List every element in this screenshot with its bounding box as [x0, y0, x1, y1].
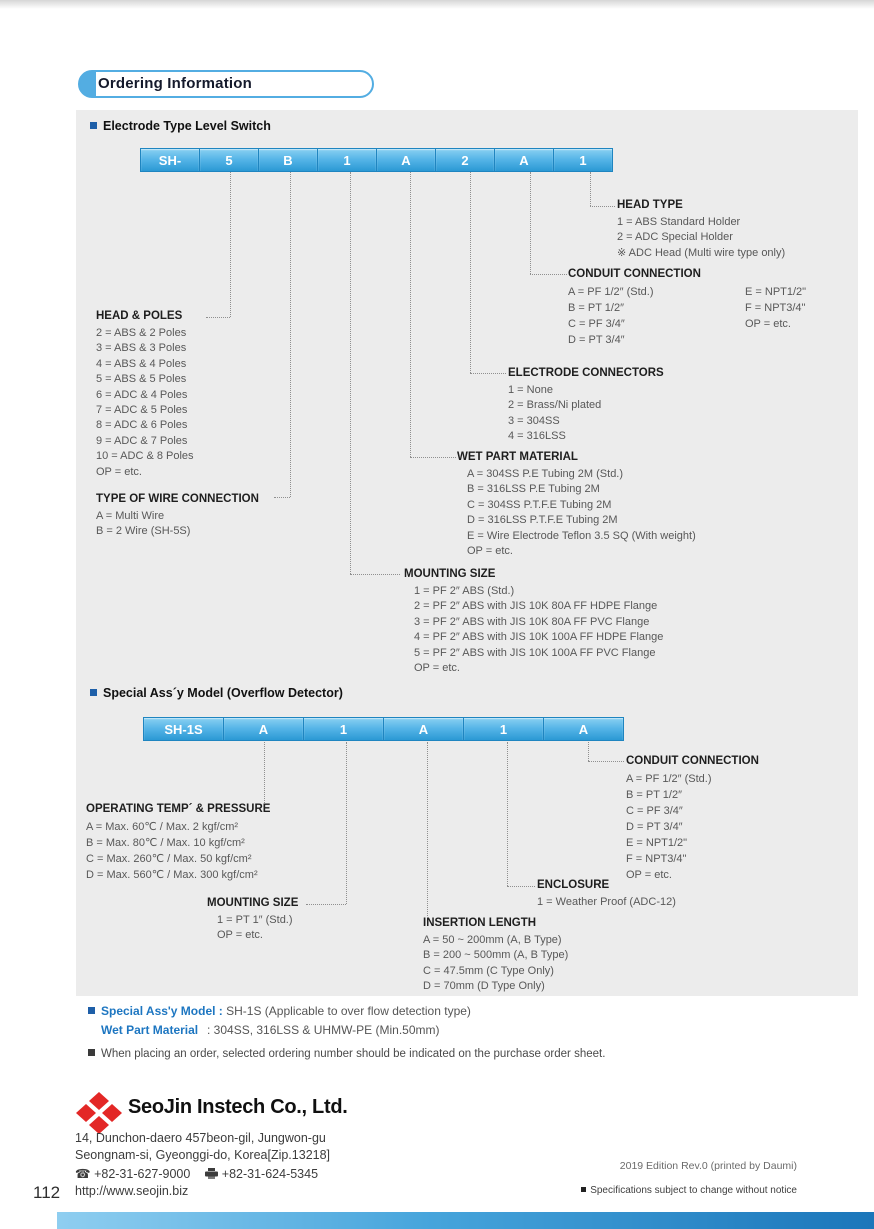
- list-item: B = PT 1/2″: [626, 789, 682, 801]
- list-item: D = 316LSS P.T.F.E Tubing 2M: [467, 514, 618, 527]
- fax-icon: [205, 1168, 218, 1179]
- code-box: A: [543, 717, 624, 741]
- list-item: 9 = ADC & 7 Poles: [96, 434, 188, 447]
- list-item: 1 = PT 1″ (Std.): [217, 914, 293, 926]
- group-items: [86, 819, 270, 883]
- leader-line: [230, 172, 231, 317]
- group-head-type: [617, 199, 785, 261]
- list-item: 2 = ADC Special Holder: [617, 231, 733, 244]
- edition-note: 2019 Edition Rev.0 (printed by Daumi): [619, 1160, 797, 1172]
- small-square-bullet-icon: [581, 1187, 586, 1192]
- group-title: MOUNTING SIZE: [404, 568, 496, 580]
- group-items: [423, 933, 568, 995]
- list-item: OP = etc.: [217, 929, 263, 942]
- list-item: E = Wire Electrode Teflon 3.5 SQ (With weight): [467, 529, 696, 542]
- list-item: OP = etc.: [96, 465, 142, 478]
- group-head-poles: [96, 310, 194, 480]
- note-special-model: [88, 1004, 471, 1018]
- note-label: Special Ass'y Model :: [101, 1004, 223, 1018]
- leader-line: [410, 457, 456, 458]
- leader-line: [346, 742, 347, 904]
- group-insertion-length: [423, 917, 568, 995]
- list-item: C = PF 3/4″: [626, 805, 683, 817]
- group-title: MOUNTING SIZE: [207, 897, 299, 909]
- company-address-line1: 14, Dunchon-daero 457beon-gil, Jungwon-gu: [75, 1131, 326, 1145]
- leader-line: [350, 172, 351, 574]
- leader-line: [410, 172, 411, 457]
- list-item: 4 = PF 2″ ABS with JIS 10K 100A FF HDPE Flange: [414, 631, 664, 644]
- list-item: D = 70mm (D Type Only): [423, 980, 545, 993]
- note-value: SH-1S (Applicable to over flow detection type): [226, 1004, 471, 1018]
- list-item: A = PF 1/2″ (Std.): [626, 773, 712, 785]
- note-ordering: [88, 1048, 605, 1060]
- list-item: A = 304SS P.E Tubing 2M (Std.): [467, 468, 624, 480]
- phone-number: +82-31-627-9000: [94, 1167, 191, 1181]
- fax-number: +82-31-624-5345: [221, 1167, 319, 1181]
- leader-line: [530, 274, 567, 275]
- leader-line: [264, 742, 265, 803]
- leader-line: [590, 206, 615, 207]
- list-item: 3 = ABS & 3 Poles: [96, 342, 187, 355]
- list-item: E = NPT1/2": [626, 837, 688, 849]
- list-item: B = PT 1/2″: [568, 302, 624, 314]
- company-address-line2: Seongnam-si, Gyeonggi-do, Korea[Zip.13218]: [75, 1148, 331, 1162]
- company-website: http://www.seojin.biz: [75, 1184, 189, 1198]
- leader-line: [470, 373, 506, 374]
- list-item: OP = etc.: [414, 662, 460, 675]
- code-box: 5: [199, 148, 259, 172]
- leader-line: [290, 172, 291, 497]
- group-title: ELECTRODE CONNECTORS: [508, 367, 664, 379]
- list-item: 1 = ABS Standard Holder: [617, 216, 741, 228]
- code-box: SH-1S: [143, 717, 224, 741]
- conduit-columns: [568, 284, 807, 348]
- group-operating-temp-pressure: [86, 803, 270, 883]
- list-item: 5 = PF 2″ ABS with JIS 10K 100A FF PVC Flange: [414, 646, 656, 659]
- leader-line: [306, 904, 346, 905]
- list-item: A = Max. 60℃ / Max. 2 kgf/cm²: [86, 821, 239, 833]
- blue-square-bullet-icon: [90, 122, 97, 129]
- group-conduit-connection: [568, 268, 807, 348]
- section-heading-special: [90, 686, 343, 700]
- footer-accent-bar: [57, 1212, 874, 1229]
- list-item: 1 = PF 2″ ABS (Std.): [414, 585, 515, 597]
- seojin-logo-icon: [76, 1092, 122, 1134]
- group-items: [626, 771, 759, 883]
- list-item: A = Multi Wire: [96, 510, 165, 522]
- list-item: 3 = 304SS: [508, 414, 560, 427]
- group-title: HEAD TYPE: [617, 199, 683, 211]
- code-box: A: [376, 148, 436, 172]
- note-value: : 304SS, 316LSS & UHMW-PE (Min.50mm): [207, 1023, 440, 1037]
- list-item: 10 = ADC & 8 Poles: [96, 450, 194, 463]
- disclaimer-note: [581, 1185, 797, 1196]
- list-item: A = PF 1/2″ (Std.): [568, 286, 654, 298]
- group-title: ENCLOSURE: [537, 879, 610, 891]
- ordering-code-row-special: [143, 717, 623, 741]
- section-heading-label: Special Ass´y Model (Overflow Detector): [103, 686, 343, 700]
- group-items: [457, 467, 696, 559]
- leader-line: [588, 742, 589, 761]
- list-item: F = NPT3/4": [745, 302, 806, 314]
- list-item: OP = etc.: [745, 318, 791, 330]
- group-title: OPERATING TEMP´ & PRESSURE: [86, 803, 271, 815]
- leader-line: [350, 574, 400, 575]
- code-box: 1: [463, 717, 544, 741]
- group-title: CONDUIT CONNECTION: [568, 268, 701, 280]
- list-item: 2 = ABS & 2 Poles: [96, 327, 187, 339]
- list-item: E = NPT1/2": [745, 286, 807, 298]
- group-conduit-connection-special: [626, 755, 759, 883]
- list-item: D = Max. 560℃ / Max. 300 kgf/cm²: [86, 869, 258, 881]
- list-item: C = 47.5mm (C Type Only): [423, 964, 554, 977]
- group-title: HEAD & POLES: [96, 310, 183, 322]
- list-item: 8 = ADC & 6 Poles: [96, 419, 188, 432]
- list-item: C = PF 3/4″: [568, 318, 625, 330]
- blue-square-bullet-icon: [88, 1007, 95, 1014]
- list-item: B = Max. 80℃ / Max. 10 kgf/cm²: [86, 837, 245, 849]
- list-item: 4 = 316LSS: [508, 430, 566, 443]
- code-box: 1: [303, 717, 384, 741]
- company-contact-line: [75, 1166, 318, 1181]
- code-box: SH-: [140, 148, 200, 172]
- list-item: OP = etc.: [467, 545, 513, 558]
- ordering-information-header: [78, 70, 374, 98]
- page-top-shadow: [0, 0, 874, 9]
- group-mounting-size: [404, 568, 663, 676]
- disclaimer-text: Specifications subject to change without notice: [590, 1185, 797, 1196]
- group-mounting-size-special: [207, 897, 298, 944]
- list-item: F = NPT3/4": [626, 853, 687, 865]
- group-title: TYPE OF WIRE CONNECTION: [96, 493, 259, 505]
- group-title: INSERTION LENGTH: [423, 917, 537, 929]
- blue-square-bullet-icon: [90, 689, 97, 696]
- list-item: A = 50 ~ 200mm (A, B Type): [423, 934, 562, 946]
- leader-line: [274, 497, 290, 498]
- code-box: A: [223, 717, 304, 741]
- leader-line: [507, 742, 508, 886]
- code-box: B: [258, 148, 318, 172]
- list-item: D = PT 3/4″: [568, 334, 625, 346]
- list-item: C = 304SS P.T.F.E Tubing 2M: [467, 498, 612, 511]
- group-electrode-connectors: [508, 367, 664, 445]
- group-items: [537, 895, 676, 910]
- group-items-right: [745, 284, 806, 332]
- list-item: 1 = Weather Proof (ADC-12): [537, 896, 676, 908]
- leader-line: [530, 172, 531, 274]
- list-item: D = PT 3/4″: [626, 821, 683, 833]
- group-title: WET PART MATERIAL: [457, 451, 578, 463]
- leader-line: [206, 317, 230, 318]
- note-text: When placing an order, selected ordering number should be indicated on the purchase order sheet.: [101, 1048, 606, 1060]
- note-label: Wet Part Material: [101, 1023, 199, 1037]
- group-enclosure: [537, 879, 676, 910]
- group-items: [96, 326, 194, 480]
- list-item: ※ ADC Head (Multi wire type only): [617, 246, 786, 259]
- group-items: [508, 383, 664, 445]
- note-wet-part-material: [101, 1023, 440, 1037]
- group-items: [617, 215, 785, 261]
- ordering-code-row-electrode: [140, 148, 612, 172]
- group-items: [207, 913, 298, 944]
- section-heading-label: Electrode Type Level Switch: [103, 119, 271, 133]
- group-wet-part-material: [457, 451, 696, 559]
- leader-line: [470, 172, 471, 373]
- list-item: 2 = PF 2″ ABS with JIS 10K 80A FF HDPE Flange: [414, 600, 658, 613]
- code-box: 1: [553, 148, 613, 172]
- list-item: B = 200 ~ 500mm (A, B Type): [423, 949, 569, 962]
- list-item: B = 316LSS P.E Tubing 2M: [467, 483, 600, 496]
- code-box: A: [383, 717, 464, 741]
- list-item: C = Max. 260℃ / Max. 50 kgf/cm²: [86, 853, 252, 865]
- list-item: 1 = None: [508, 384, 553, 396]
- phone-icon: ☎: [75, 1167, 91, 1181]
- leader-line: [590, 172, 591, 206]
- group-wire-connection: [96, 493, 259, 540]
- list-item: 4 = ABS & 4 Poles: [96, 357, 187, 370]
- page-number: 112: [33, 1183, 61, 1202]
- leader-line: [507, 886, 535, 887]
- list-item: B = 2 Wire (SH-5S): [96, 525, 191, 538]
- group-items-left: [568, 284, 701, 348]
- group-items: [96, 509, 259, 540]
- leader-line: [427, 742, 428, 916]
- company-name: SeoJin Instech Co., Ltd.: [128, 1096, 348, 1118]
- list-item: OP = etc.: [626, 869, 672, 881]
- list-item: 6 = ADC & 4 Poles: [96, 388, 188, 401]
- page-title: Ordering Information: [98, 75, 252, 92]
- code-box: 2: [435, 148, 495, 172]
- section-heading-electrode: [90, 119, 271, 133]
- code-box: 1: [317, 148, 377, 172]
- list-item: 7 = ADC & 5 Poles: [96, 404, 188, 417]
- code-box: A: [494, 148, 554, 172]
- list-item: 2 = Brass/Ni plated: [508, 399, 602, 412]
- group-title: CONDUIT CONNECTION: [626, 755, 759, 767]
- list-item: 5 = ABS & 5 Poles: [96, 373, 187, 386]
- list-item: 3 = PF 2″ ABS with JIS 10K 80A FF PVC Flange: [414, 615, 650, 628]
- dark-square-bullet-icon: [88, 1049, 95, 1056]
- leader-line: [588, 761, 624, 762]
- group-items: [404, 584, 663, 676]
